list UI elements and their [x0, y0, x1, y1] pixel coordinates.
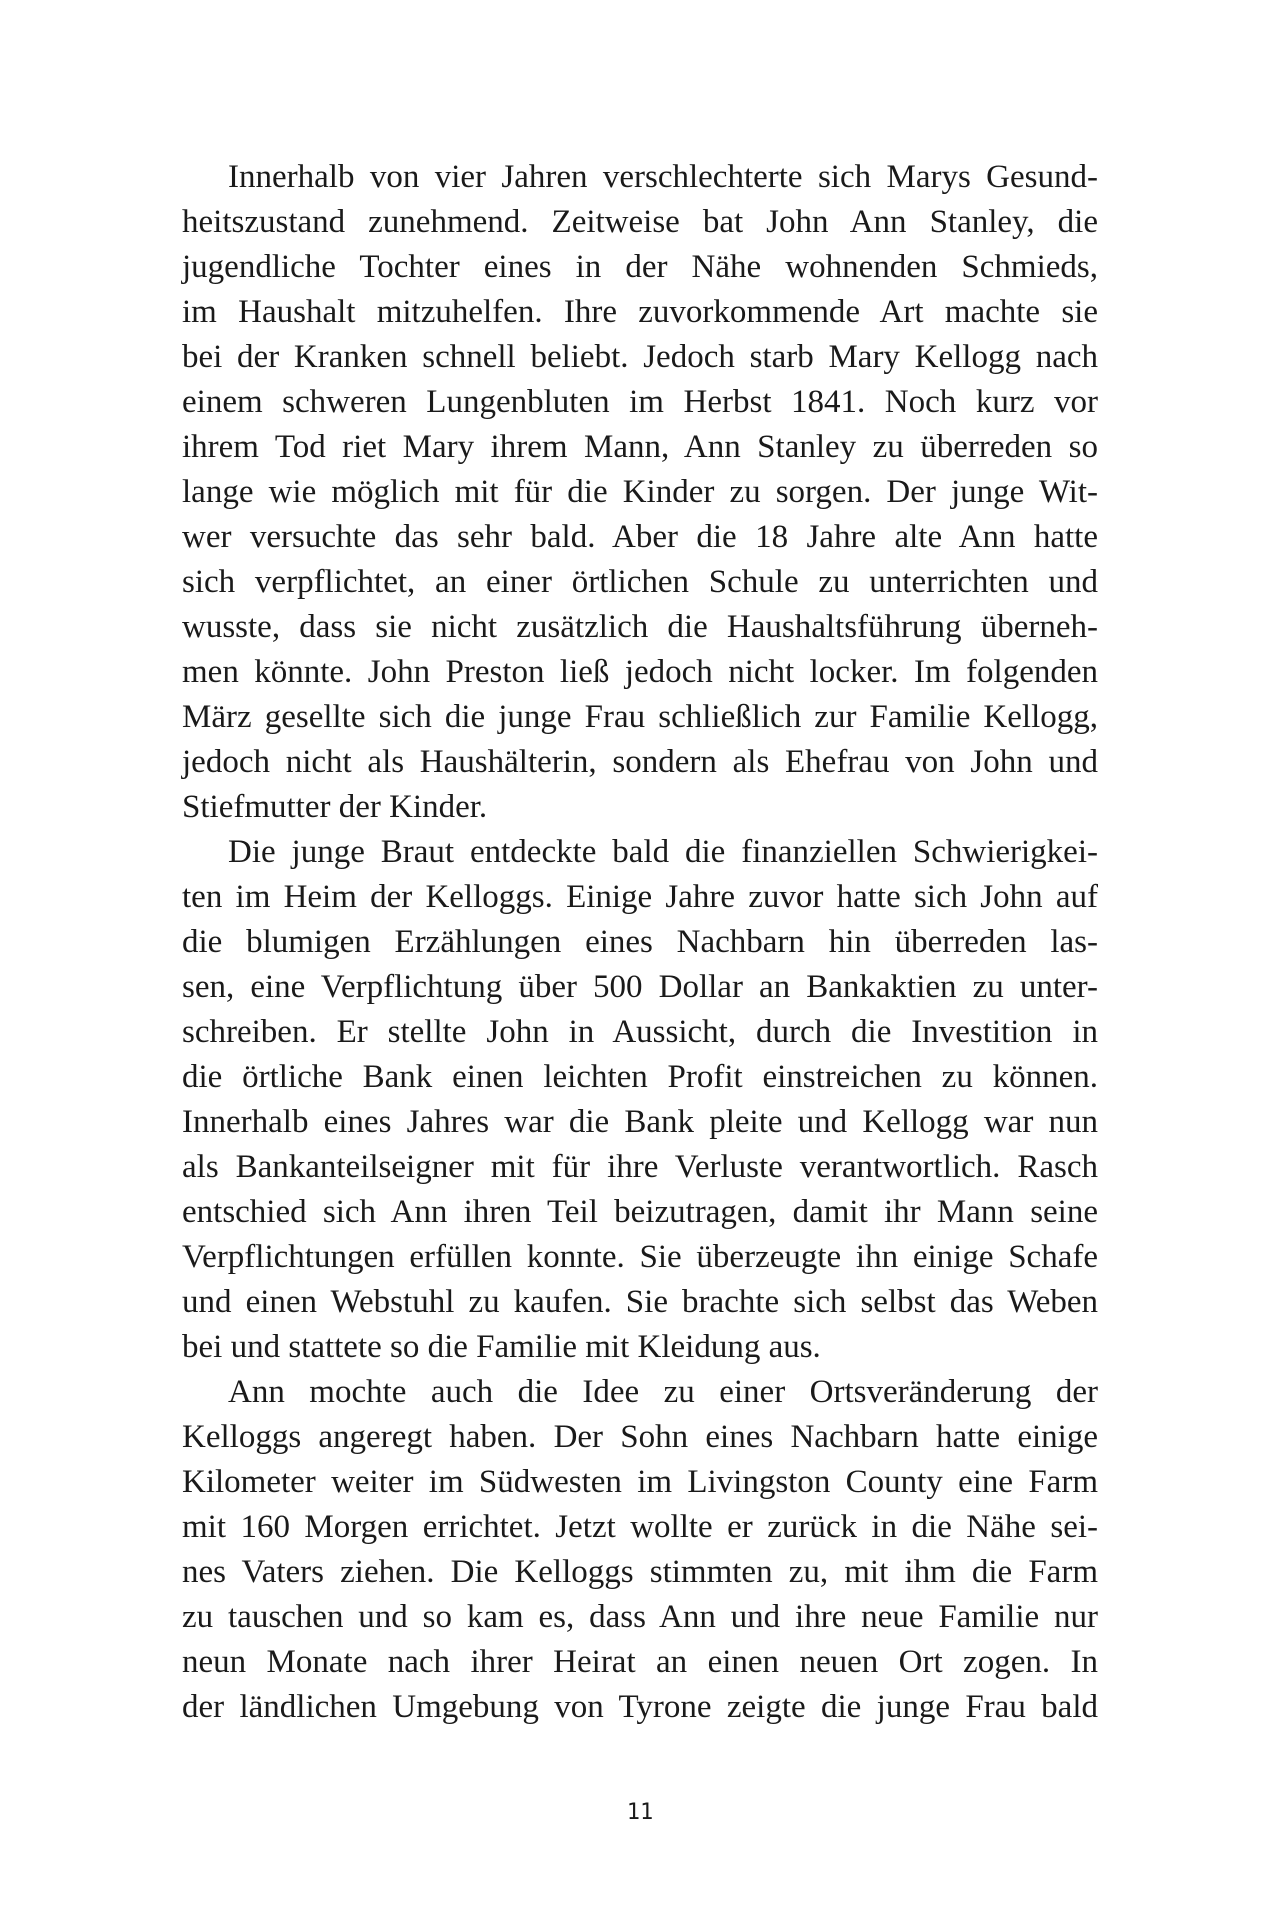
- paragraph-2: [182, 830, 1098, 1370]
- text-line: die örtliche Bank einen leichten Profit einstreichen zu können.: [182, 1059, 1098, 1095]
- text-line: zu tauschen und so kam es, dass Ann und ihre neue Familie nur: [182, 1599, 1098, 1635]
- text-line: Innerhalb eines Jahres war die Bank pleite und Kellogg war nun: [182, 1104, 1098, 1140]
- text-line: ihrem Tod riet Mary ihrem Mann, Ann Stanley zu überreden so: [182, 429, 1098, 465]
- text-line: Innerhalb von vier Jahren verschlechterte sich Marys Gesund-: [228, 159, 1098, 195]
- text-line: wer versuchte das sehr bald. Aber die 18 Jahre alte Ann hatte: [182, 519, 1098, 555]
- text-line: jedoch nicht als Haushälterin, sondern als Ehefrau von John und: [182, 744, 1098, 780]
- text-line: einem schweren Lungenbluten im Herbst 1841. Noch kurz vor: [182, 384, 1098, 420]
- text-line: Kilometer weiter im Südwesten im Livingston County eine Farm: [182, 1464, 1098, 1500]
- text-line: der ländlichen Umgebung von Tyrone zeigte die junge Frau bald: [182, 1689, 1098, 1725]
- text-line: wusste, dass sie nicht zusätzlich die Haushaltsführung überneh-: [182, 609, 1098, 645]
- body-text: [182, 155, 1098, 1730]
- text-line: bei und stattete so die Familie mit Kleidung aus.: [182, 1329, 821, 1365]
- text-line: Verpflichtungen erfüllen konnte. Sie überzeugte ihn einige Schafe: [182, 1239, 1098, 1275]
- text-line: ten im Heim der Kelloggs. Einige Jahre zuvor hatte sich John auf: [182, 879, 1098, 915]
- paragraph-3: [182, 1370, 1098, 1730]
- text-line: im Haushalt mitzuhelfen. Ihre zuvorkommende Art machte sie: [182, 294, 1098, 330]
- text-line: men könnte. John Preston ließ jedoch nicht locker. Im folgenden: [182, 654, 1098, 690]
- text-line: mit 160 Morgen errichtet. Jetzt wollte er zurück in die Nähe sei-: [182, 1509, 1098, 1545]
- text-line: als Bankanteilseigner mit für ihre Verluste verantwortlich. Rasch: [182, 1149, 1098, 1185]
- text-line: sich verpflichtet, an einer örtlichen Schule zu unterrichten und: [182, 564, 1098, 600]
- text-line: die blumigen Erzählungen eines Nachbarn hin überreden las-: [182, 924, 1098, 960]
- text-line: jugendliche Tochter eines in der Nähe wohnenden Schmieds,: [182, 249, 1098, 285]
- paragraph-1: [182, 155, 1098, 830]
- text-line: sen, eine Verpflichtung über 500 Dollar an Bankaktien zu unter-: [182, 969, 1098, 1005]
- text-line: Ann mochte auch die Idee zu einer Ortsveränderung der: [228, 1374, 1098, 1410]
- text-line: Kelloggs angeregt haben. Der Sohn eines Nachbarn hatte einige: [182, 1419, 1098, 1455]
- page-number: 11: [626, 1800, 654, 1825]
- text-line: März gesellte sich die junge Frau schließlich zur Familie Kellogg,: [182, 699, 1098, 735]
- text-line: nes Vaters ziehen. Die Kelloggs stimmten zu, mit ihm die Farm: [182, 1554, 1098, 1590]
- text-line: Stiefmutter der Kinder.: [182, 789, 488, 825]
- text-line: und einen Webstuhl zu kaufen. Sie brachte sich selbst das Weben: [182, 1284, 1098, 1320]
- text-line: neun Monate nach ihrer Heirat an einen neuen Ort zogen. In: [182, 1644, 1098, 1680]
- text-line: bei der Kranken schnell beliebt. Jedoch starb Mary Kellogg nach: [182, 339, 1098, 375]
- text-line: heitszustand zunehmend. Zeitweise bat John Ann Stanley, die: [182, 204, 1098, 240]
- text-line: lange wie möglich mit für die Kinder zu sorgen. Der junge Wit-: [182, 474, 1098, 510]
- text-line: Die junge Braut entdeckte bald die finanziellen Schwierigkei-: [228, 834, 1098, 870]
- text-line: entschied sich Ann ihren Teil beizutragen, damit ihr Mann seine: [182, 1194, 1098, 1230]
- text-line: schreiben. Er stellte John in Aussicht, durch die Investition in: [182, 1014, 1098, 1050]
